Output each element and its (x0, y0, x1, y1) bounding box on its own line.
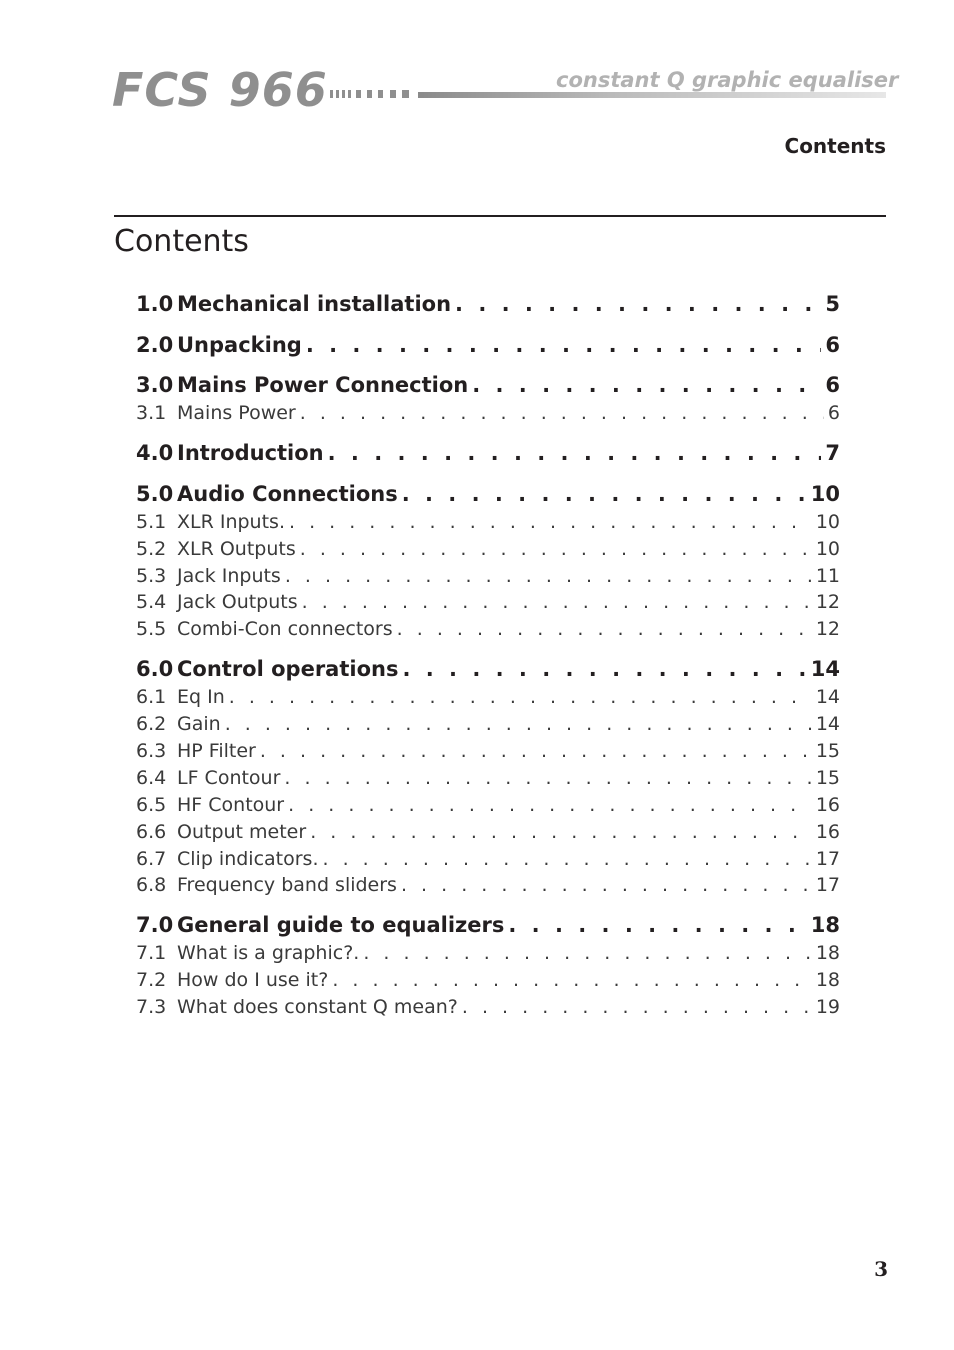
toc-entry-title: Mains Power (177, 402, 296, 424)
toc-entry-number: 7.0 (136, 913, 174, 937)
toc-entry-title: Introduction (177, 441, 324, 465)
toc-entry-title: LF Contour (177, 767, 281, 789)
toc-entry-number: 5.0 (136, 482, 174, 506)
toc-entry-page: 15 (815, 740, 840, 762)
toc-entry[interactable] (136, 686, 840, 714)
toc-dot-leader (306, 333, 822, 357)
toc-entry-title: Control operations (177, 657, 399, 681)
toc-entry-page: 12 (815, 591, 840, 613)
toc-entry-title: Clip indicators. (177, 848, 319, 870)
toc-entry-number: 6.7 (136, 848, 167, 870)
toc-dot-leader (285, 565, 812, 587)
toc-entry[interactable] (136, 292, 840, 322)
toc-entry-number: 6.0 (136, 657, 174, 681)
toc-entry-number: 6.3 (136, 740, 167, 762)
toc-entry[interactable] (136, 373, 840, 403)
toc-dot-leader (300, 402, 824, 424)
toc-entry-title: Mechanical installation (177, 292, 452, 316)
toc-dot-leader (323, 848, 812, 870)
toc-dot-leader (332, 969, 811, 991)
toc-dot-leader (455, 292, 821, 316)
toc-entry-page: 10 (815, 538, 840, 560)
toc-entry-number: 6.2 (136, 713, 167, 735)
toc-entry-number: 3.0 (136, 373, 174, 397)
toc-entry[interactable] (136, 740, 840, 768)
running-header-section: Contents (784, 134, 886, 158)
toc-entry[interactable] (136, 618, 840, 646)
page-title: Contents (114, 224, 249, 259)
product-tagline: constant Q graphic equaliser (556, 68, 899, 92)
toc-entry-title: What does constant Q mean? (177, 996, 458, 1018)
toc-dot-leader (402, 657, 806, 681)
toc-entry-title: How do I use it? (177, 969, 329, 991)
toc-dot-leader (328, 441, 822, 465)
toc-entry-page: 19 (815, 996, 840, 1018)
toc-dot-leader (401, 874, 812, 896)
toc-entry[interactable] (136, 511, 840, 539)
title-rule (114, 215, 886, 217)
toc-entry-number: 5.3 (136, 565, 167, 587)
toc-entry-page: 14 (815, 686, 840, 708)
toc-entry-number: 6.5 (136, 794, 167, 816)
toc-entry[interactable] (136, 482, 840, 512)
toc-entry[interactable] (136, 591, 840, 619)
toc-dot-leader (300, 538, 812, 560)
toc-entry-page: 7 (825, 441, 840, 465)
toc-dot-leader (397, 618, 812, 640)
toc-entry-title: Eq In (177, 686, 225, 708)
toc-dot-leader (225, 713, 812, 735)
toc-entry-page: 17 (815, 848, 840, 870)
toc-entry[interactable] (136, 913, 840, 943)
page-number: 3 (874, 1257, 888, 1281)
toc-entry-page: 18 (815, 969, 840, 991)
toc-entry-page: 14 (810, 657, 840, 681)
toc-entry[interactable] (136, 538, 840, 566)
toc-entry-title: XLR Inputs. (177, 511, 285, 533)
toc-entry-page: 18 (810, 913, 840, 937)
toc-entry-number: 6.4 (136, 767, 167, 789)
toc-entry-number: 7.3 (136, 996, 167, 1018)
toc-entry[interactable] (136, 565, 840, 593)
toc-entry[interactable] (136, 794, 840, 822)
toc-entry-page: 16 (815, 821, 840, 843)
toc-entry-page: 10 (810, 482, 840, 506)
toc-entry-number: 7.2 (136, 969, 167, 991)
toc-entry-page: 18 (815, 942, 840, 964)
toc-dot-leader (284, 767, 811, 789)
toc-dot-leader (462, 996, 812, 1018)
toc-entry-number: 5.1 (136, 511, 167, 533)
toc-entry-page: 16 (815, 794, 840, 816)
toc-entry-number: 6.8 (136, 874, 167, 896)
toc-entry-number: 4.0 (136, 441, 174, 465)
toc-dot-leader (363, 942, 811, 964)
toc-entry[interactable] (136, 333, 840, 363)
toc-entry-page: 17 (815, 874, 840, 896)
toc-entry-title: Jack Outputs (177, 591, 298, 613)
toc-entry-title: What is a graphic?. (177, 942, 360, 964)
toc-entry[interactable] (136, 821, 840, 849)
toc-entry-number: 7.1 (136, 942, 167, 964)
toc-entry[interactable] (136, 657, 840, 687)
toc-entry-page: 10 (815, 511, 840, 533)
toc-entry-title: Combi-Con connectors (177, 618, 393, 640)
toc-dot-leader (472, 373, 821, 397)
toc-dot-leader (229, 686, 812, 708)
toc-entry-page: 15 (815, 767, 840, 789)
toc-entry[interactable] (136, 713, 840, 741)
toc-entry-page: 6 (827, 402, 840, 424)
toc-entry-page: 5 (825, 292, 840, 316)
toc-entry-title: HP Filter (177, 740, 256, 762)
toc-dot-leader (310, 821, 812, 843)
toc-entry-page: 11 (815, 565, 840, 587)
toc-dot-leader (288, 794, 812, 816)
toc-entry[interactable] (136, 996, 840, 1024)
toc-entry-page: 6 (825, 333, 840, 357)
toc-entry-title: XLR Outputs (177, 538, 296, 560)
toc-dot-leader (508, 913, 806, 937)
product-logo: FCS 966 (112, 63, 328, 117)
toc-entry-number: 1.0 (136, 292, 174, 316)
toc-entry-number: 6.6 (136, 821, 167, 843)
toc-entry-page: 6 (825, 373, 840, 397)
toc-dot-leader (402, 482, 807, 506)
toc-entry[interactable] (136, 874, 840, 902)
toc-entry-number: 5.2 (136, 538, 167, 560)
toc-entry[interactable] (136, 767, 840, 795)
toc-entry-title: Jack Inputs (177, 565, 281, 587)
toc-entry-page: 14 (815, 713, 840, 735)
toc-entry-title: Mains Power Connection (177, 373, 469, 397)
toc-entry-number: 5.4 (136, 591, 167, 613)
toc-entry-title: Output meter (177, 821, 307, 843)
toc-entry[interactable] (136, 969, 840, 997)
toc-entry-title: HF Contour (177, 794, 285, 816)
toc-entry-page: 12 (815, 618, 840, 640)
toc-entry-title: Gain (177, 713, 221, 735)
toc-dot-leader (302, 591, 812, 613)
toc-entry-title: Audio Connections (177, 482, 398, 506)
toc-entry[interactable] (136, 441, 840, 471)
toc-entry-title: Frequency band sliders (177, 874, 397, 896)
toc-entry[interactable] (136, 942, 840, 970)
toc-dot-leader (260, 740, 812, 762)
toc-entry-number: 5.5 (136, 618, 167, 640)
toc-entry[interactable] (136, 402, 840, 430)
toc-entry[interactable] (136, 848, 840, 876)
toc-entry-title: General guide to equalizers (177, 913, 505, 937)
toc-entry-number: 3.1 (136, 402, 167, 424)
toc-dot-leader (289, 511, 812, 533)
toc-entry-title: Unpacking (177, 333, 302, 357)
toc-entry-number: 2.0 (136, 333, 174, 357)
toc-entry-number: 6.1 (136, 686, 167, 708)
